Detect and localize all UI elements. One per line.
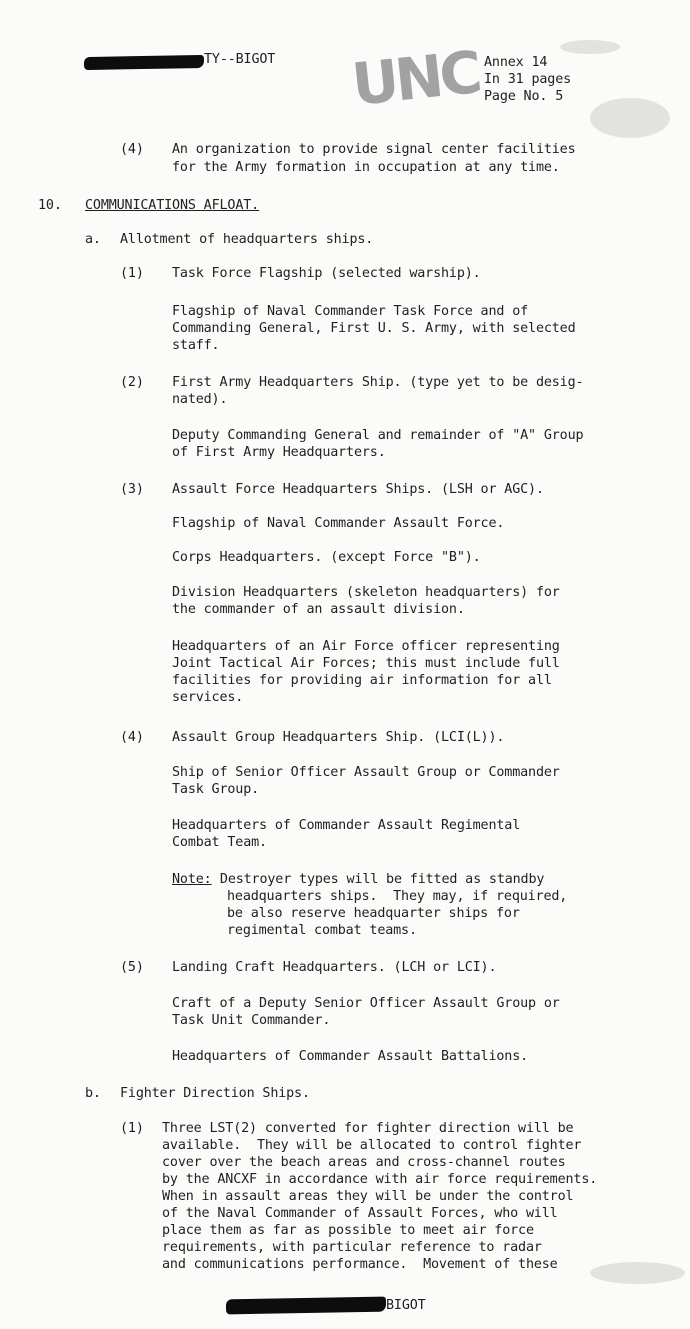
text-line: When in assault areas they will be under the control: [162, 1189, 574, 1204]
item-number: (5): [120, 960, 144, 975]
text-line: Joint Tactical Air Forces; this must include full: [172, 656, 560, 671]
subsection-letter: a.: [85, 232, 101, 247]
text-line: Task Force Flagship (selected warship).: [172, 266, 481, 281]
stamp-smudge: [560, 40, 620, 54]
subsection-heading: Allotment of headquarters ships.: [120, 232, 374, 247]
text-line: nated).: [172, 392, 228, 407]
text-line: Headquarters of Commander Assault Battalions.: [172, 1049, 529, 1064]
text-line: by the ANCXF in accordance with air force requirements.: [162, 1172, 598, 1187]
item-number: (1): [120, 1121, 144, 1136]
classification-header: TY--BIGOT: [204, 52, 276, 67]
text-line: Task Unit Commander.: [172, 1013, 331, 1028]
text-line: Flagship of Naval Commander Assault Force.: [172, 516, 505, 531]
text-line: place them as far as possible to meet air force: [162, 1223, 534, 1238]
text-line: Headquarters of Commander Assault Regimental: [172, 818, 521, 833]
stamp-smudge: [590, 98, 670, 138]
text-line: Combat Team.: [172, 835, 267, 850]
text-line: Assault Group Headquarters Ship. (LCI(L)).: [172, 730, 505, 745]
text-line: staff.: [172, 338, 220, 353]
note-label: Note:: [172, 872, 212, 887]
text-line: Assault Force Headquarters Ships. (LSH or AGC).: [172, 482, 544, 497]
text-line: cover over the beach areas and cross-channel routes: [162, 1155, 566, 1170]
unclassified-stamp: UNC: [348, 38, 482, 119]
page-number-label: Page No. 5: [484, 89, 564, 104]
text-line: and communications performance. Movement of these: [162, 1257, 558, 1272]
redaction-bar: [226, 1297, 386, 1315]
text-line: facilities for providing air information for all: [172, 673, 552, 688]
text-line: Landing Craft Headquarters. (LCH or LCI).: [172, 960, 497, 975]
item-number: (4): [120, 730, 144, 745]
text-line: headquarters ships. They may, if required,: [227, 889, 568, 904]
text-line: Corps Headquarters. (except Force "B").: [172, 550, 481, 565]
subsection-letter: b.: [85, 1086, 101, 1101]
classification-footer: BIGOT: [386, 1298, 426, 1313]
item-number: (2): [120, 375, 144, 390]
text-line: of the Naval Commander of Assault Forces, who will: [162, 1206, 558, 1221]
text-line: requirements, with particular reference to radar: [162, 1240, 542, 1255]
text-line: Division Headquarters (skeleton headquarters) for: [172, 585, 560, 600]
text-line: be also reserve headquarter ships for: [227, 906, 520, 921]
section-heading: COMMUNICATIONS AFLOAT.: [85, 198, 260, 213]
text-line: An organization to provide signal center facilities: [172, 142, 576, 157]
redaction-bar: [84, 55, 204, 70]
item-number: (4): [120, 142, 144, 157]
item-number: (1): [120, 266, 144, 281]
text-line: Destroyer types will be fitted as standby: [212, 872, 545, 887]
text-line: Craft of a Deputy Senior Officer Assault Group or: [172, 996, 560, 1011]
subsection-heading: Fighter Direction Ships.: [120, 1086, 310, 1101]
text-line: regimental combat teams.: [227, 923, 417, 938]
text-line: for the Army formation in occupation at any time.: [172, 160, 560, 175]
text-line: of First Army Headquarters.: [172, 445, 386, 460]
text-line: the commander of an assault division.: [172, 602, 465, 617]
item-number: (3): [120, 482, 144, 497]
text-line: Task Group.: [172, 782, 260, 797]
stamp-smudge: [590, 1262, 685, 1284]
text-line: Three LST(2) converted for fighter direction will be: [162, 1121, 574, 1136]
annex-label: Annex 14: [484, 55, 548, 70]
text-line: Headquarters of an Air Force officer representing: [172, 639, 560, 654]
text-line: services.: [172, 690, 244, 705]
text-line: Flagship of Naval Commander Task Force and of: [172, 304, 529, 319]
page-count-label: In 31 pages: [484, 72, 572, 87]
text-line: available. They will be allocated to control fighter: [162, 1138, 582, 1153]
text-line: Ship of Senior Officer Assault Group or Commander: [172, 765, 560, 780]
text-line: Commanding General, First U. S. Army, with selected: [172, 321, 576, 336]
text-line: Deputy Commanding General and remainder of "A" Group: [172, 428, 584, 443]
text-line: First Army Headquarters Ship. (type yet to be desig-: [172, 375, 584, 390]
section-number: 10.: [38, 198, 62, 213]
